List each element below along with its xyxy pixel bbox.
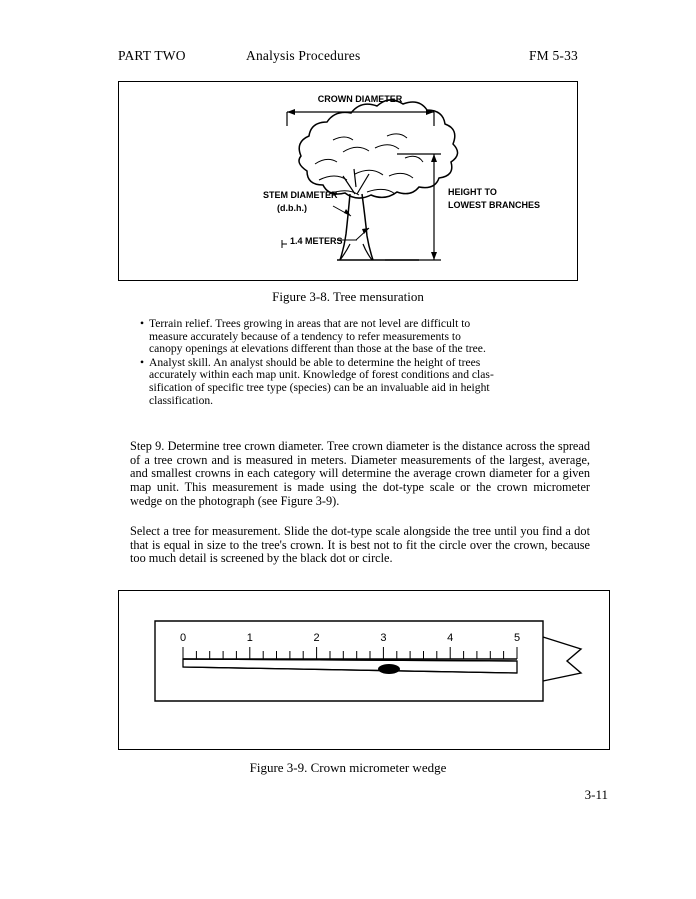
figure1-caption: Figure 3-8. Tree mensuration [272, 289, 424, 304]
bullet-line: sification of specific tree type (species) can be an invaluable aid in height [149, 380, 490, 394]
page-header [118, 48, 578, 68]
crown-micrometer-wedge-drawing [119, 591, 608, 748]
label-height-to: HEIGHT TO [448, 187, 497, 197]
scale-tick-4: 4 [447, 632, 454, 644]
scale-tick-2: 2 [313, 632, 320, 644]
paragraph-select-tree: Select a tree for measurement. Slide the dot-type scale alongside the tree until you find a dot that is equal in size to the tree's crown. It is best not to fit the circle over the crown, because too much detail is screened by the black dot or circle. [130, 524, 590, 566]
label-1-4-meters: 1.4 METERS [290, 236, 343, 246]
label-stem-diameter: STEM DIAMETER [263, 190, 338, 200]
label-crown-diameter: CROWN DIAMETER [317, 94, 403, 104]
label-dbh: (d.b.h.) [277, 203, 307, 213]
tree-mensuration-drawing [119, 82, 576, 279]
bullet-marker: • [140, 317, 145, 330]
bullet-line: Analyst skill. An analyst should be able to determine the height of trees [149, 355, 481, 369]
figure-tree-mensuration [118, 81, 578, 281]
scale-tick-0: 0 [179, 632, 187, 644]
header-part-label: PART TWO [118, 48, 186, 63]
scale-tick-1: 1 [246, 632, 253, 644]
figure-crown-micrometer-wedge [118, 590, 610, 750]
bullet-line: canopy openings at elevations different than those at the base of the tree. [149, 342, 486, 356]
scale-tick-5: 5 [513, 632, 521, 644]
figure2-caption: Figure 3-9. Crown micrometer wedge [249, 760, 447, 775]
bullet-list [140, 318, 560, 408]
bullet-line: measure accurately because of a tendency to refer measurements to [149, 329, 461, 343]
scale-tick-3: 3 [380, 632, 387, 644]
bullet-marker: • [140, 355, 145, 369]
header-section-label: Analysis Procedures [246, 48, 361, 63]
crown-sample-blob [378, 664, 400, 674]
list-item [140, 357, 560, 407]
paragraph-step-9: Step 9. Determine tree crown diameter. Tree crown diameter is the distance across the spread of a tree crown and is measured in meters. Diameter measurements of the largest, average, and smallest crowns in each category will determine the average crown diameter for a given map unit. This measurement is made using the dot-type scale or the crown micrometer wedge on the photograph (see Figure 3-9). [130, 439, 590, 508]
header-manual-label: FM 5-33 [528, 48, 578, 63]
label-lowest-branches: LOWEST BRANCHES [448, 200, 540, 210]
page-number: 3-11 [584, 787, 608, 802]
bullet-line: accurately within each map unit. Knowledge of forest conditions and clas- [149, 368, 494, 382]
bullet-line: Terrain relief. Trees growing in areas that are not level are difficult to [149, 317, 471, 330]
list-item [140, 318, 560, 356]
bullet-line: classification. [149, 393, 214, 407]
